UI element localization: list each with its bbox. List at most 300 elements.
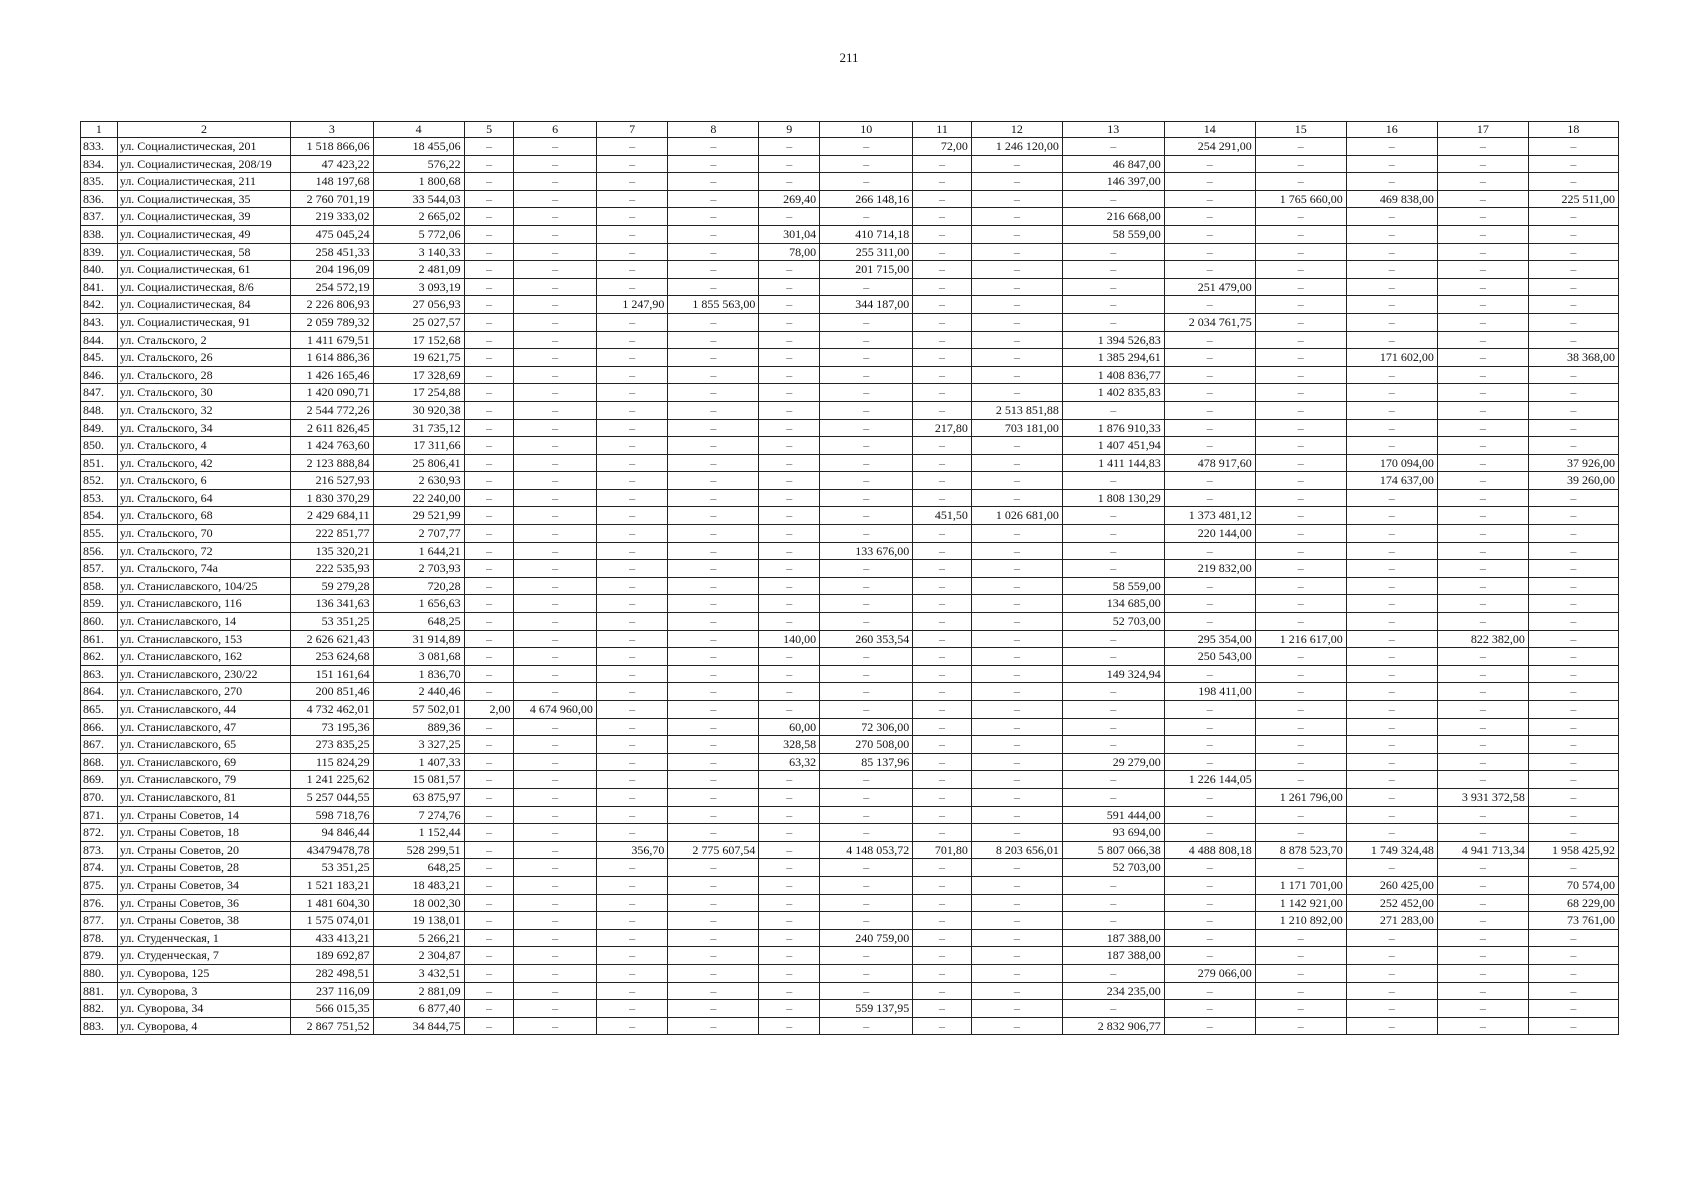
value-cell: 73 195,36 (291, 718, 373, 736)
empty-value-cell: – (1346, 753, 1437, 771)
empty-value-cell: – (971, 542, 1062, 560)
value-cell: 201 715,00 (820, 261, 913, 279)
empty-value-cell: – (596, 947, 668, 965)
empty-value-cell: – (759, 788, 820, 806)
row-number: 882. (81, 1000, 118, 1018)
empty-value-cell: – (596, 736, 668, 754)
empty-value-cell: – (1255, 437, 1346, 455)
row-number: 855. (81, 525, 118, 543)
value-cell: 7 274,76 (373, 806, 464, 824)
row-number: 845. (81, 349, 118, 367)
value-cell: 2 226 806,93 (291, 296, 373, 314)
value-cell: 2 304,87 (373, 947, 464, 965)
value-cell: 237 116,09 (291, 982, 373, 1000)
empty-value-cell: – (464, 806, 514, 824)
empty-value-cell: – (596, 718, 668, 736)
empty-value-cell: – (464, 595, 514, 613)
value-cell: 85 137,96 (820, 753, 913, 771)
value-cell: 34 844,75 (373, 1017, 464, 1035)
value-cell: 2 481,09 (373, 261, 464, 279)
empty-value-cell: – (820, 208, 913, 226)
empty-value-cell: – (668, 982, 759, 1000)
address-cell: ул. Стальского, 6 (117, 472, 290, 490)
empty-value-cell: – (596, 648, 668, 666)
empty-value-cell: – (464, 560, 514, 578)
empty-value-cell: – (1528, 788, 1618, 806)
table-row (81, 349, 1619, 367)
empty-value-cell: – (1255, 278, 1346, 296)
value-cell: 73 761,00 (1528, 912, 1618, 930)
value-cell: 3 081,68 (373, 648, 464, 666)
empty-value-cell: – (1164, 929, 1255, 947)
empty-value-cell: – (759, 331, 820, 349)
empty-value-cell: – (464, 665, 514, 683)
empty-value-cell: – (1255, 454, 1346, 472)
empty-value-cell: – (759, 876, 820, 894)
empty-value-cell: – (971, 683, 1062, 701)
empty-value-cell: – (1164, 982, 1255, 1000)
empty-value-cell: – (913, 261, 972, 279)
value-cell: 1 394 526,83 (1062, 331, 1164, 349)
value-cell: 1 152,44 (373, 824, 464, 842)
empty-value-cell: – (1255, 542, 1346, 560)
empty-value-cell: – (514, 401, 596, 419)
empty-value-cell: – (668, 225, 759, 243)
empty-value-cell: – (514, 489, 596, 507)
value-cell: 258 451,33 (291, 243, 373, 261)
empty-value-cell: – (1437, 718, 1528, 736)
column-header: 3 (291, 122, 373, 138)
value-cell: 1 830 370,29 (291, 489, 373, 507)
empty-value-cell: – (1164, 225, 1255, 243)
empty-value-cell: – (913, 384, 972, 402)
empty-value-cell: – (668, 859, 759, 877)
empty-value-cell: – (1255, 665, 1346, 683)
empty-value-cell: – (971, 753, 1062, 771)
empty-value-cell: – (1062, 630, 1164, 648)
value-cell: 46 847,00 (1062, 155, 1164, 173)
empty-value-cell: – (971, 349, 1062, 367)
value-cell: 216 668,00 (1062, 208, 1164, 226)
empty-value-cell: – (514, 718, 596, 736)
empty-value-cell: – (1437, 472, 1528, 490)
column-header: 11 (913, 122, 972, 138)
empty-value-cell: – (971, 982, 1062, 1000)
empty-value-cell: – (913, 1000, 972, 1018)
row-number: 846. (81, 366, 118, 384)
address-cell: ул. Социалистическая, 61 (117, 261, 290, 279)
empty-value-cell: – (1528, 1017, 1618, 1035)
empty-value-cell: – (1528, 683, 1618, 701)
empty-value-cell: – (514, 613, 596, 631)
empty-value-cell: – (820, 349, 913, 367)
address-cell: ул. Страны Советов, 38 (117, 912, 290, 930)
empty-value-cell: – (913, 577, 972, 595)
empty-value-cell: – (820, 384, 913, 402)
empty-value-cell: – (1528, 542, 1618, 560)
empty-value-cell: – (820, 577, 913, 595)
empty-value-cell: – (1164, 296, 1255, 314)
empty-value-cell: – (596, 489, 668, 507)
empty-value-cell: – (1062, 718, 1164, 736)
value-cell: 433 413,21 (291, 929, 373, 947)
empty-value-cell: – (1346, 225, 1437, 243)
empty-value-cell: – (1528, 419, 1618, 437)
empty-value-cell: – (596, 859, 668, 877)
empty-value-cell: – (759, 964, 820, 982)
value-cell: 1 385 294,61 (1062, 349, 1164, 367)
empty-value-cell: – (1437, 525, 1528, 543)
empty-value-cell: – (1062, 964, 1164, 982)
empty-value-cell: – (971, 947, 1062, 965)
empty-value-cell: – (1164, 243, 1255, 261)
empty-value-cell: – (820, 701, 913, 719)
empty-value-cell: – (668, 894, 759, 912)
empty-value-cell: – (913, 630, 972, 648)
value-cell: 273 835,25 (291, 736, 373, 754)
empty-value-cell: – (820, 437, 913, 455)
column-header: 15 (1255, 122, 1346, 138)
empty-value-cell: – (1528, 753, 1618, 771)
empty-value-cell: – (596, 366, 668, 384)
value-cell: 703 181,00 (971, 419, 1062, 437)
empty-value-cell: – (1255, 401, 1346, 419)
value-cell: 270 508,00 (820, 736, 913, 754)
empty-value-cell: – (759, 261, 820, 279)
empty-value-cell: – (1528, 613, 1618, 631)
value-cell: 2 760 701,19 (291, 190, 373, 208)
empty-value-cell: – (971, 964, 1062, 982)
value-cell: 52 703,00 (1062, 613, 1164, 631)
empty-value-cell: – (668, 525, 759, 543)
empty-value-cell: – (1255, 384, 1346, 402)
address-cell: ул. Станиславского, 44 (117, 701, 290, 719)
empty-value-cell: – (820, 454, 913, 472)
value-cell: 93 694,00 (1062, 824, 1164, 842)
empty-value-cell: – (1437, 243, 1528, 261)
empty-value-cell: – (1255, 243, 1346, 261)
empty-value-cell: – (514, 1000, 596, 1018)
table-row (81, 613, 1619, 631)
empty-value-cell: – (596, 384, 668, 402)
value-cell: 254 572,19 (291, 278, 373, 296)
empty-value-cell: – (1528, 824, 1618, 842)
empty-value-cell: – (913, 595, 972, 613)
address-cell: ул. Станиславского, 69 (117, 753, 290, 771)
row-number: 873. (81, 841, 118, 859)
value-cell: 253 624,68 (291, 648, 373, 666)
empty-value-cell: – (668, 366, 759, 384)
empty-value-cell: – (1346, 208, 1437, 226)
empty-value-cell: – (1528, 243, 1618, 261)
empty-value-cell: – (1437, 331, 1528, 349)
empty-value-cell: – (1437, 665, 1528, 683)
empty-value-cell: – (1437, 771, 1528, 789)
empty-value-cell: – (514, 771, 596, 789)
column-header: 7 (596, 122, 668, 138)
empty-value-cell: – (913, 665, 972, 683)
value-cell: 566 015,35 (291, 1000, 373, 1018)
address-cell: ул. Социалистическая, 91 (117, 313, 290, 331)
empty-value-cell: – (971, 331, 1062, 349)
table-row (81, 683, 1619, 701)
empty-value-cell: – (1528, 507, 1618, 525)
row-number: 876. (81, 894, 118, 912)
empty-value-cell: – (971, 912, 1062, 930)
empty-value-cell: – (820, 648, 913, 666)
empty-value-cell: – (514, 648, 596, 666)
empty-value-cell: – (759, 665, 820, 683)
value-cell: 187 388,00 (1062, 947, 1164, 965)
table-row (81, 419, 1619, 437)
empty-value-cell: – (1255, 138, 1346, 156)
empty-value-cell: – (1528, 366, 1618, 384)
value-cell: 1 407 451,94 (1062, 437, 1164, 455)
column-header: 17 (1437, 122, 1528, 138)
empty-value-cell: – (1255, 225, 1346, 243)
value-cell: 1 171 701,00 (1255, 876, 1346, 894)
empty-value-cell: – (464, 577, 514, 595)
address-cell: ул. Суворова, 3 (117, 982, 290, 1000)
address-cell: ул. Стальского, 32 (117, 401, 290, 419)
row-number: 848. (81, 401, 118, 419)
value-cell: 269,40 (759, 190, 820, 208)
value-cell: 5 266,21 (373, 929, 464, 947)
empty-value-cell: – (514, 313, 596, 331)
empty-value-cell: – (971, 366, 1062, 384)
empty-value-cell: – (1062, 876, 1164, 894)
value-cell: 559 137,95 (820, 1000, 913, 1018)
empty-value-cell: – (759, 771, 820, 789)
empty-value-cell: – (820, 947, 913, 965)
empty-value-cell: – (1062, 313, 1164, 331)
empty-value-cell: – (464, 225, 514, 243)
empty-value-cell: – (971, 472, 1062, 490)
value-cell: 1 216 617,00 (1255, 630, 1346, 648)
empty-value-cell: – (1346, 1000, 1437, 1018)
empty-value-cell: – (971, 894, 1062, 912)
address-cell: ул. Стальского, 68 (117, 507, 290, 525)
value-cell: 146 397,00 (1062, 173, 1164, 191)
empty-value-cell: – (1437, 947, 1528, 965)
empty-value-cell: – (514, 208, 596, 226)
empty-value-cell: – (514, 437, 596, 455)
value-cell: 2 703,93 (373, 560, 464, 578)
empty-value-cell: – (1437, 824, 1528, 842)
empty-value-cell: – (1437, 489, 1528, 507)
empty-value-cell: – (514, 138, 596, 156)
value-cell: 17 152,68 (373, 331, 464, 349)
column-header: 16 (1346, 122, 1437, 138)
empty-value-cell: – (971, 859, 1062, 877)
empty-value-cell: – (913, 947, 972, 965)
empty-value-cell: – (1346, 366, 1437, 384)
empty-value-cell: – (1164, 788, 1255, 806)
empty-value-cell: – (759, 296, 820, 314)
empty-value-cell: – (1437, 736, 1528, 754)
value-cell: 451,50 (913, 507, 972, 525)
table-row (81, 560, 1619, 578)
empty-value-cell: – (464, 472, 514, 490)
empty-value-cell: – (1528, 525, 1618, 543)
empty-value-cell: – (1346, 437, 1437, 455)
empty-value-cell: – (1164, 665, 1255, 683)
empty-value-cell: – (464, 841, 514, 859)
value-cell: 266 148,16 (820, 190, 913, 208)
empty-value-cell: – (820, 472, 913, 490)
address-cell: ул. Станиславского, 116 (117, 595, 290, 613)
table-row (81, 718, 1619, 736)
empty-value-cell: – (668, 155, 759, 173)
empty-value-cell: – (1255, 525, 1346, 543)
empty-value-cell: – (1255, 718, 1346, 736)
empty-value-cell: – (668, 577, 759, 595)
row-number: 878. (81, 929, 118, 947)
empty-value-cell: – (1346, 525, 1437, 543)
value-cell: 648,25 (373, 613, 464, 631)
empty-value-cell: – (596, 349, 668, 367)
value-cell: 222 851,77 (291, 525, 373, 543)
empty-value-cell: – (1437, 261, 1528, 279)
empty-value-cell: – (514, 894, 596, 912)
value-cell: 2 544 772,26 (291, 401, 373, 419)
table-row (81, 595, 1619, 613)
empty-value-cell: – (913, 155, 972, 173)
empty-value-cell: – (1062, 472, 1164, 490)
row-number: 852. (81, 472, 118, 490)
empty-value-cell: – (1528, 859, 1618, 877)
value-cell: 59 279,28 (291, 577, 373, 595)
empty-value-cell: – (596, 173, 668, 191)
empty-value-cell: – (913, 824, 972, 842)
table-body (81, 138, 1619, 1035)
row-number: 842. (81, 296, 118, 314)
address-cell: ул. Станиславского, 47 (117, 718, 290, 736)
empty-value-cell: – (1346, 701, 1437, 719)
empty-value-cell: – (1164, 489, 1255, 507)
empty-value-cell: – (1164, 912, 1255, 930)
page-number: 211 (839, 50, 859, 65)
row-number: 858. (81, 577, 118, 595)
empty-value-cell: – (913, 876, 972, 894)
empty-value-cell: – (464, 401, 514, 419)
row-number: 868. (81, 753, 118, 771)
empty-value-cell: – (668, 1000, 759, 1018)
empty-value-cell: – (596, 683, 668, 701)
value-cell: 252 452,00 (1346, 894, 1437, 912)
value-cell: 18 483,21 (373, 876, 464, 894)
value-cell: 1 247,90 (596, 296, 668, 314)
empty-value-cell: – (1062, 278, 1164, 296)
empty-value-cell: – (514, 507, 596, 525)
empty-value-cell: – (514, 366, 596, 384)
empty-value-cell: – (1346, 507, 1437, 525)
value-cell: 27 056,93 (373, 296, 464, 314)
empty-value-cell: – (913, 472, 972, 490)
empty-value-cell: – (1255, 296, 1346, 314)
row-number: 864. (81, 683, 118, 701)
row-number: 875. (81, 876, 118, 894)
value-cell: 1 261 796,00 (1255, 788, 1346, 806)
table-header-row (81, 122, 1619, 138)
table-row (81, 577, 1619, 595)
empty-value-cell: – (1164, 806, 1255, 824)
empty-value-cell: – (1346, 542, 1437, 560)
empty-value-cell: – (596, 982, 668, 1000)
value-cell: 1 656,63 (373, 595, 464, 613)
empty-value-cell: – (668, 384, 759, 402)
value-cell: 2 707,77 (373, 525, 464, 543)
column-header: 10 (820, 122, 913, 138)
empty-value-cell: – (596, 454, 668, 472)
empty-value-cell: – (1437, 929, 1528, 947)
empty-value-cell: – (464, 771, 514, 789)
empty-value-cell: – (759, 613, 820, 631)
empty-value-cell: – (971, 577, 1062, 595)
value-cell: 222 535,93 (291, 560, 373, 578)
row-number: 857. (81, 560, 118, 578)
value-cell: 1 407,33 (373, 753, 464, 771)
empty-value-cell: – (464, 630, 514, 648)
value-cell: 2 665,02 (373, 208, 464, 226)
empty-value-cell: – (759, 683, 820, 701)
row-number: 859. (81, 595, 118, 613)
address-cell: ул. Социалистическая, 58 (117, 243, 290, 261)
empty-value-cell: – (464, 419, 514, 437)
empty-value-cell: – (913, 525, 972, 543)
table-row (81, 964, 1619, 982)
empty-value-cell: – (514, 1017, 596, 1035)
row-number: 833. (81, 138, 118, 156)
empty-value-cell: – (514, 964, 596, 982)
value-cell: 1 521 183,21 (291, 876, 373, 894)
empty-value-cell: – (1346, 384, 1437, 402)
empty-value-cell: – (759, 366, 820, 384)
value-cell: 295 354,00 (1164, 630, 1255, 648)
empty-value-cell: – (596, 560, 668, 578)
address-cell: ул. Станиславского, 104/25 (117, 577, 290, 595)
empty-value-cell: – (464, 507, 514, 525)
empty-value-cell: – (1255, 859, 1346, 877)
empty-value-cell: – (971, 630, 1062, 648)
empty-value-cell: – (1346, 173, 1437, 191)
empty-value-cell: – (668, 912, 759, 930)
empty-value-cell: – (514, 419, 596, 437)
empty-value-cell: – (668, 208, 759, 226)
empty-value-cell: – (1346, 313, 1437, 331)
value-cell: 410 714,18 (820, 225, 913, 243)
value-cell: 31 914,89 (373, 630, 464, 648)
value-cell: 822 382,00 (1437, 630, 1528, 648)
empty-value-cell: – (759, 1000, 820, 1018)
table-row (81, 665, 1619, 683)
column-header: 5 (464, 122, 514, 138)
column-header: 2 (117, 122, 290, 138)
empty-value-cell: – (464, 261, 514, 279)
row-number: 849. (81, 419, 118, 437)
value-cell: 4 148 053,72 (820, 841, 913, 859)
empty-value-cell: – (514, 788, 596, 806)
empty-value-cell: – (971, 1000, 1062, 1018)
table-row (81, 313, 1619, 331)
value-cell: 60,00 (759, 718, 820, 736)
empty-value-cell: – (1255, 577, 1346, 595)
empty-value-cell: – (1528, 577, 1618, 595)
empty-value-cell: – (1164, 472, 1255, 490)
value-cell: 279 066,00 (1164, 964, 1255, 982)
value-cell: 2 832 906,77 (1062, 1017, 1164, 1035)
empty-value-cell: – (1062, 525, 1164, 543)
